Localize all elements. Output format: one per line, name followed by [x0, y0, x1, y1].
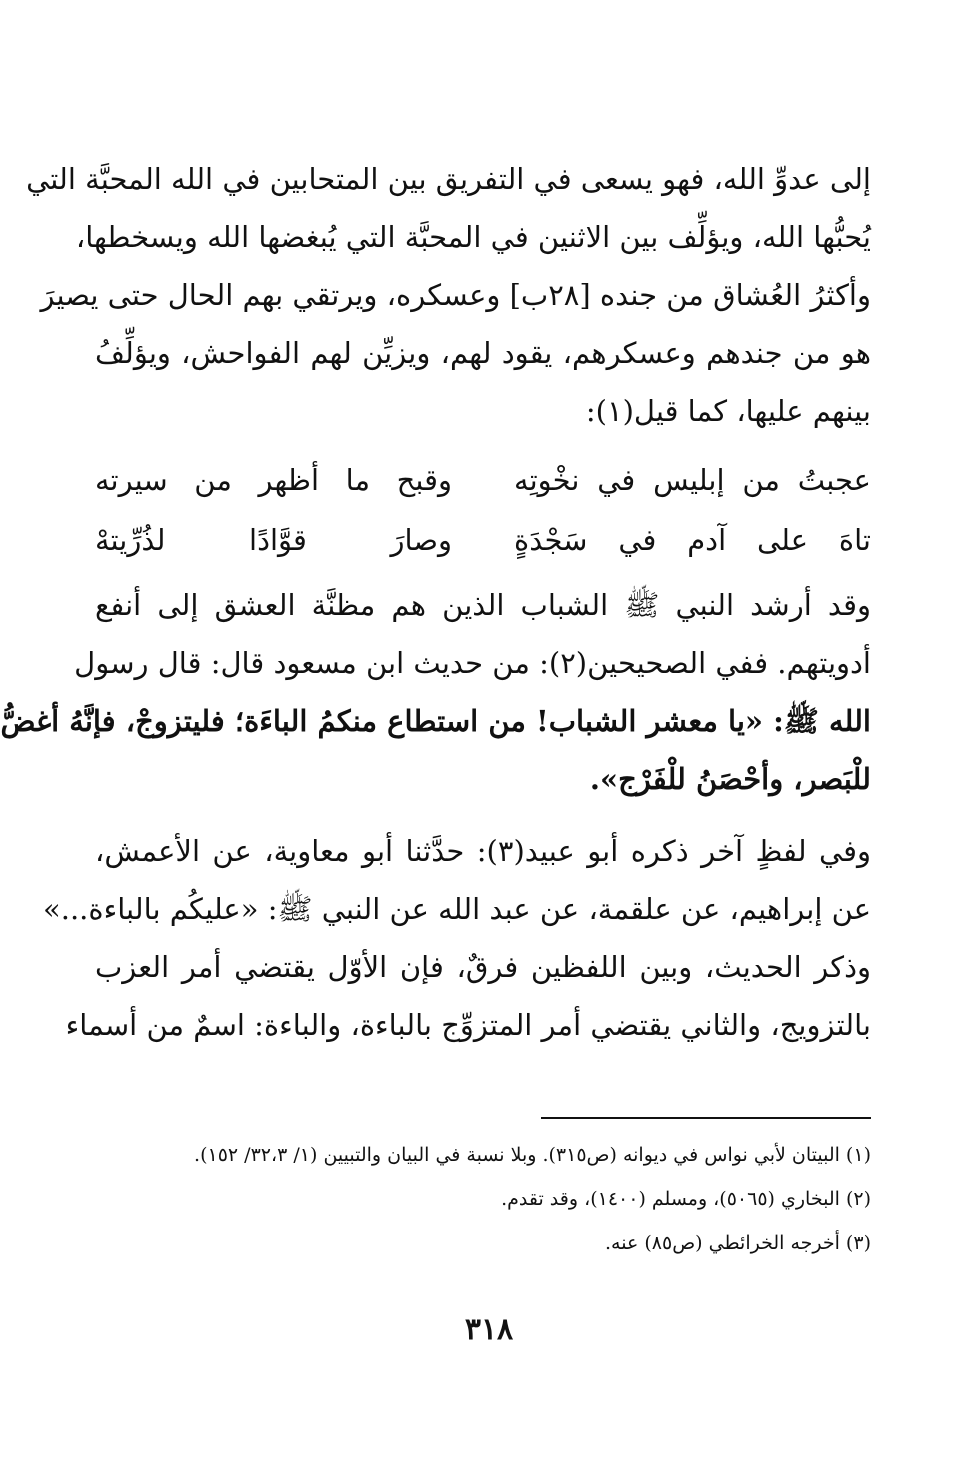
text-line: إلى عدوِّ الله، فهو يسعى في التفريق بين المتحابين في الله المحبَّة التي — [26, 162, 871, 196]
text-line: بالتزويج، والثاني يقتضي أمر المتزوِّج بالباءة، والباءة: اسمٌ من أسماء — [65, 1008, 871, 1042]
text-line: هو من جندهم وعسكرهم، يقود لهم، ويزيِّن لهم الفواحش، ويؤلِّفُ — [95, 336, 871, 370]
page-number: ٣١٨ — [464, 1312, 514, 1347]
text-line: وذكر الحديث، وبين اللفظين فرقٌ، فإن الأوّل يقتضي أمر العزب — [95, 950, 871, 984]
text-line: وأكثرُ العُشاق من جنده [٢٨ب] وعسكره، ويرتقي بهم الحال حتى يصيرَ — [40, 278, 871, 312]
text-line: عن إبراهيم، عن علقمة، عن عبد الله عن النبي ﷺ: «عليكُم بالباءة...» — [42, 892, 871, 926]
poem-verse — [95, 450, 871, 570]
text-line: وقد أرشد النبي ﷺ الشباب الذين هم مظنَّة العشق إلى أنفع — [95, 588, 871, 622]
paragraph-3 — [42, 822, 871, 1054]
main-text — [0, 150, 871, 1054]
footnote-divider — [541, 1117, 871, 1119]
paragraph-2 — [0, 576, 871, 808]
verse-line — [95, 450, 871, 510]
paragraph-1 — [26, 150, 871, 440]
footnote: (٣) أخرجه الخرائطي (ص٨٥) عنه. — [605, 1232, 871, 1254]
hadith-line: للْبَصر، وأحْصَنُ للْفَرْج». — [589, 762, 871, 796]
text-line: أدويتهم. ففي الصحيحين(٢): من حديث ابن مسعود قال: قال رسول — [74, 646, 871, 680]
footnotes — [85, 1133, 871, 1265]
hemistich-second: وصارَ قوَّادًا لذُرِّيتهْ — [95, 523, 452, 557]
hemistich-second: وقبح ما أظهر من سيرته — [95, 463, 452, 497]
text-line: يُحبُّها الله، ويؤلِّف بين الاثنين في المحبَّة التي يُبغضها الله ويسخطها، — [75, 220, 871, 254]
footnote: (٢) البخاري (٥٠٦٥)، ومسلم (١٤٠٠)، وقد تقدم. — [501, 1188, 871, 1210]
hadith-line: الله ﷺ: «يا معشر الشباب! من استطاع منكمُ الباءَة؛ فليتزوجْ، فإنَّهُ أغضُّ — [0, 704, 871, 738]
text-line: بينهم عليها، كما قيل(١): — [585, 394, 871, 428]
text-line: وفي لفظٍ آخر ذكره أبو عبيد(٣): حدَّثنا أبو معاوية، عن الأعمش، — [95, 834, 871, 868]
verse-line — [95, 510, 871, 570]
hemistich-first: عجبتُ من إبليس في نخْوتِه — [514, 463, 871, 497]
footnote: (١) البيتان لأبي نواس في ديوانه (ص٣١٥). وبلا نسبة في البيان والتبيين (١/ ٣٢،٣/ ١٥٢). — [194, 1144, 871, 1166]
hemistich-first: تاهَ على آدم في سَجْدَةٍ — [514, 523, 871, 557]
